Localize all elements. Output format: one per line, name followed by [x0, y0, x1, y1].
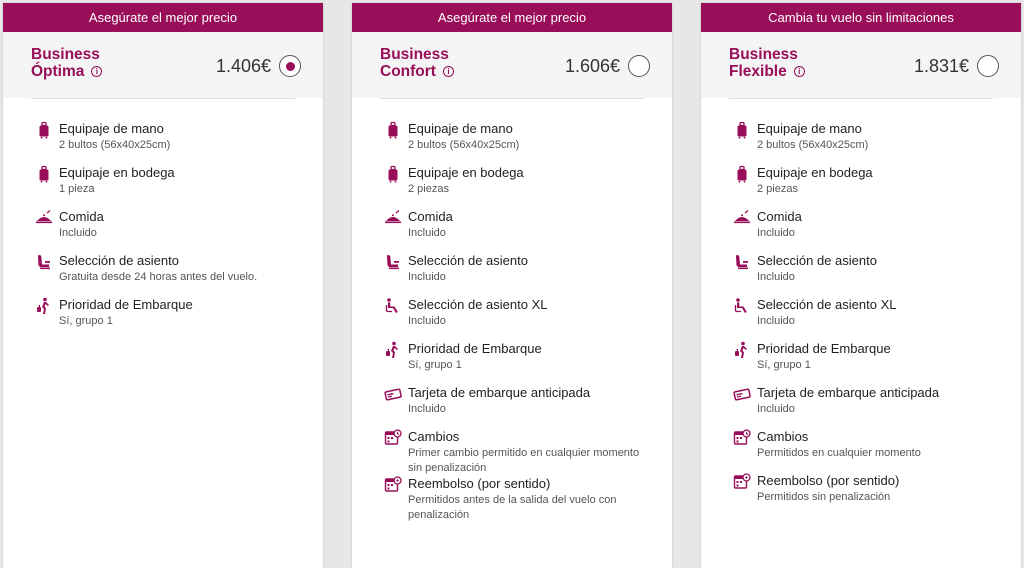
feature-list	[352, 99, 672, 523]
fare-price: 1.406€	[215, 56, 271, 76]
feature-detail: Sí, grupo 1	[59, 315, 113, 327]
feature-title: Selección de asiento	[757, 253, 877, 268]
fare-name-line2: Confort	[380, 63, 436, 80]
card-banner: Asegúrate el mejor precio	[352, 3, 672, 32]
feature-item	[701, 297, 1021, 341]
feature-detail: Incluido	[408, 403, 446, 415]
feature-detail: 2 piezas	[408, 183, 449, 195]
feature-title: Equipaje en bodega	[408, 165, 524, 180]
feature-title: Selección de asiento XL	[408, 297, 548, 312]
fare-name-line2: Óptima	[31, 63, 85, 80]
suitcase-icon	[384, 165, 402, 183]
feature-title: Tarjeta de embarque anticipada	[408, 385, 591, 400]
feature-title: Selección de asiento XL	[757, 297, 897, 312]
meal-icon	[35, 209, 53, 227]
feature-item	[701, 253, 1021, 297]
feature-list	[3, 99, 323, 341]
feature-detail: Incluido	[408, 271, 446, 283]
fare-name-line1: Business	[31, 46, 100, 63]
feature-detail: Incluido	[408, 315, 446, 327]
calendar-change-icon	[384, 429, 402, 447]
feature-item	[352, 429, 672, 476]
feature-item	[352, 341, 672, 385]
feature-detail: Primer cambio permitido en cualquier momento sin penalización	[408, 447, 640, 474]
seat-icon	[35, 253, 53, 271]
feature-item	[352, 297, 672, 341]
boarding-card-icon	[384, 385, 402, 403]
calendar-refund-icon	[733, 473, 751, 491]
feature-title: Equipaje de mano	[757, 121, 862, 136]
fare-card-optima[interactable]	[3, 3, 323, 568]
boarding-priority-icon	[35, 297, 53, 315]
calendar-change-icon	[733, 429, 751, 447]
feature-title: Equipaje en bodega	[59, 165, 175, 180]
feature-item	[352, 165, 672, 209]
info-icon[interactable]: i	[91, 66, 102, 77]
feature-detail: Permitidos sin penalización	[757, 491, 891, 503]
meal-icon	[733, 209, 751, 227]
feature-title: Comida	[408, 209, 453, 224]
feature-detail: 2 bultos (56x40x25cm)	[757, 139, 869, 151]
feature-detail: Incluido	[757, 227, 795, 239]
feature-item	[3, 121, 323, 165]
info-icon[interactable]: i	[794, 66, 805, 77]
suitcase-icon	[35, 165, 53, 183]
info-icon[interactable]: i	[443, 66, 454, 77]
feature-item	[701, 165, 1021, 209]
suitcase-icon	[35, 121, 53, 139]
suitcase-icon	[733, 165, 751, 183]
feature-title: Tarjeta de embarque anticipada	[757, 385, 940, 400]
boarding-priority-icon	[733, 341, 751, 359]
fare-name-line2: Flexible	[729, 63, 787, 80]
seat-xl-icon	[733, 297, 751, 315]
suitcase-icon	[384, 121, 402, 139]
calendar-refund-icon	[384, 476, 402, 494]
fare-select-radio[interactable]	[279, 55, 301, 77]
fare-name-line1: Business	[380, 46, 449, 63]
feature-item	[701, 209, 1021, 253]
fare-name	[729, 46, 805, 80]
feature-item	[701, 121, 1021, 165]
seat-xl-icon	[384, 297, 402, 315]
feature-item	[3, 253, 323, 297]
feature-detail: 2 piezas	[757, 183, 798, 195]
feature-title: Prioridad de Embarque	[59, 297, 193, 312]
feature-item	[3, 209, 323, 253]
feature-detail: 2 bultos (56x40x25cm)	[59, 139, 171, 151]
feature-list	[701, 99, 1021, 517]
fare-name	[31, 46, 102, 80]
fare-card-flexible[interactable]	[701, 3, 1021, 568]
feature-detail: Sí, grupo 1	[408, 359, 462, 371]
feature-title: Equipaje de mano	[59, 121, 164, 136]
fare-price: 1.606€	[564, 56, 620, 76]
feature-title: Equipaje de mano	[408, 121, 513, 136]
card-banner: Cambia tu vuelo sin limitaciones	[701, 3, 1021, 32]
feature-detail: Incluido	[408, 227, 446, 239]
fare-select-radio[interactable]	[977, 55, 999, 77]
feature-item	[352, 209, 672, 253]
feature-item	[701, 429, 1021, 473]
card-header	[352, 32, 672, 98]
fare-name-line1: Business	[729, 46, 798, 63]
feature-title: Comida	[59, 209, 104, 224]
feature-title: Selección de asiento	[408, 253, 528, 268]
card-header	[701, 32, 1021, 98]
feature-title: Comida	[757, 209, 802, 224]
suitcase-icon	[733, 121, 751, 139]
feature-detail: Gratuita desde 24 horas antes del vuelo.	[59, 271, 258, 283]
feature-detail: 2 bultos (56x40x25cm)	[408, 139, 520, 151]
fare-price: 1.831€	[913, 56, 969, 76]
feature-item	[3, 297, 323, 341]
feature-title: Cambios	[408, 429, 460, 444]
feature-title: Prioridad de Embarque	[757, 341, 891, 356]
feature-item	[352, 121, 672, 165]
feature-title: Prioridad de Embarque	[408, 341, 542, 356]
card-header	[3, 32, 323, 98]
fare-name	[380, 46, 454, 80]
feature-detail: 1 pieza	[59, 183, 95, 195]
feature-item	[352, 253, 672, 297]
feature-title: Reembolso (por sentido)	[757, 473, 900, 488]
feature-detail: Incluido	[757, 403, 795, 415]
feature-detail: Sí, grupo 1	[757, 359, 811, 371]
radio-selected-dot	[286, 62, 295, 71]
feature-item	[701, 473, 1021, 517]
feature-detail: Incluido	[757, 271, 795, 283]
feature-title: Reembolso (por sentido)	[408, 476, 551, 491]
feature-title: Selección de asiento	[59, 253, 179, 268]
feature-detail: Permitidos en cualquier momento	[757, 447, 921, 459]
fare-select-radio[interactable]	[628, 55, 650, 77]
meal-icon	[384, 209, 402, 227]
boarding-card-icon	[733, 385, 751, 403]
feature-item	[701, 341, 1021, 385]
feature-title: Equipaje en bodega	[757, 165, 873, 180]
feature-item	[352, 476, 672, 523]
seat-icon	[384, 253, 402, 271]
boarding-priority-icon	[384, 341, 402, 359]
feature-detail: Incluido	[757, 315, 795, 327]
feature-item	[3, 165, 323, 209]
feature-item	[352, 385, 672, 429]
feature-item	[701, 385, 1021, 429]
feature-detail: Permitidos antes de la salida del vuelo con penalización	[408, 494, 617, 521]
fare-card-confort[interactable]	[352, 3, 672, 568]
card-banner: Asegúrate el mejor precio	[3, 3, 323, 32]
seat-icon	[733, 253, 751, 271]
feature-detail: Incluido	[59, 227, 97, 239]
feature-title: Cambios	[757, 429, 809, 444]
